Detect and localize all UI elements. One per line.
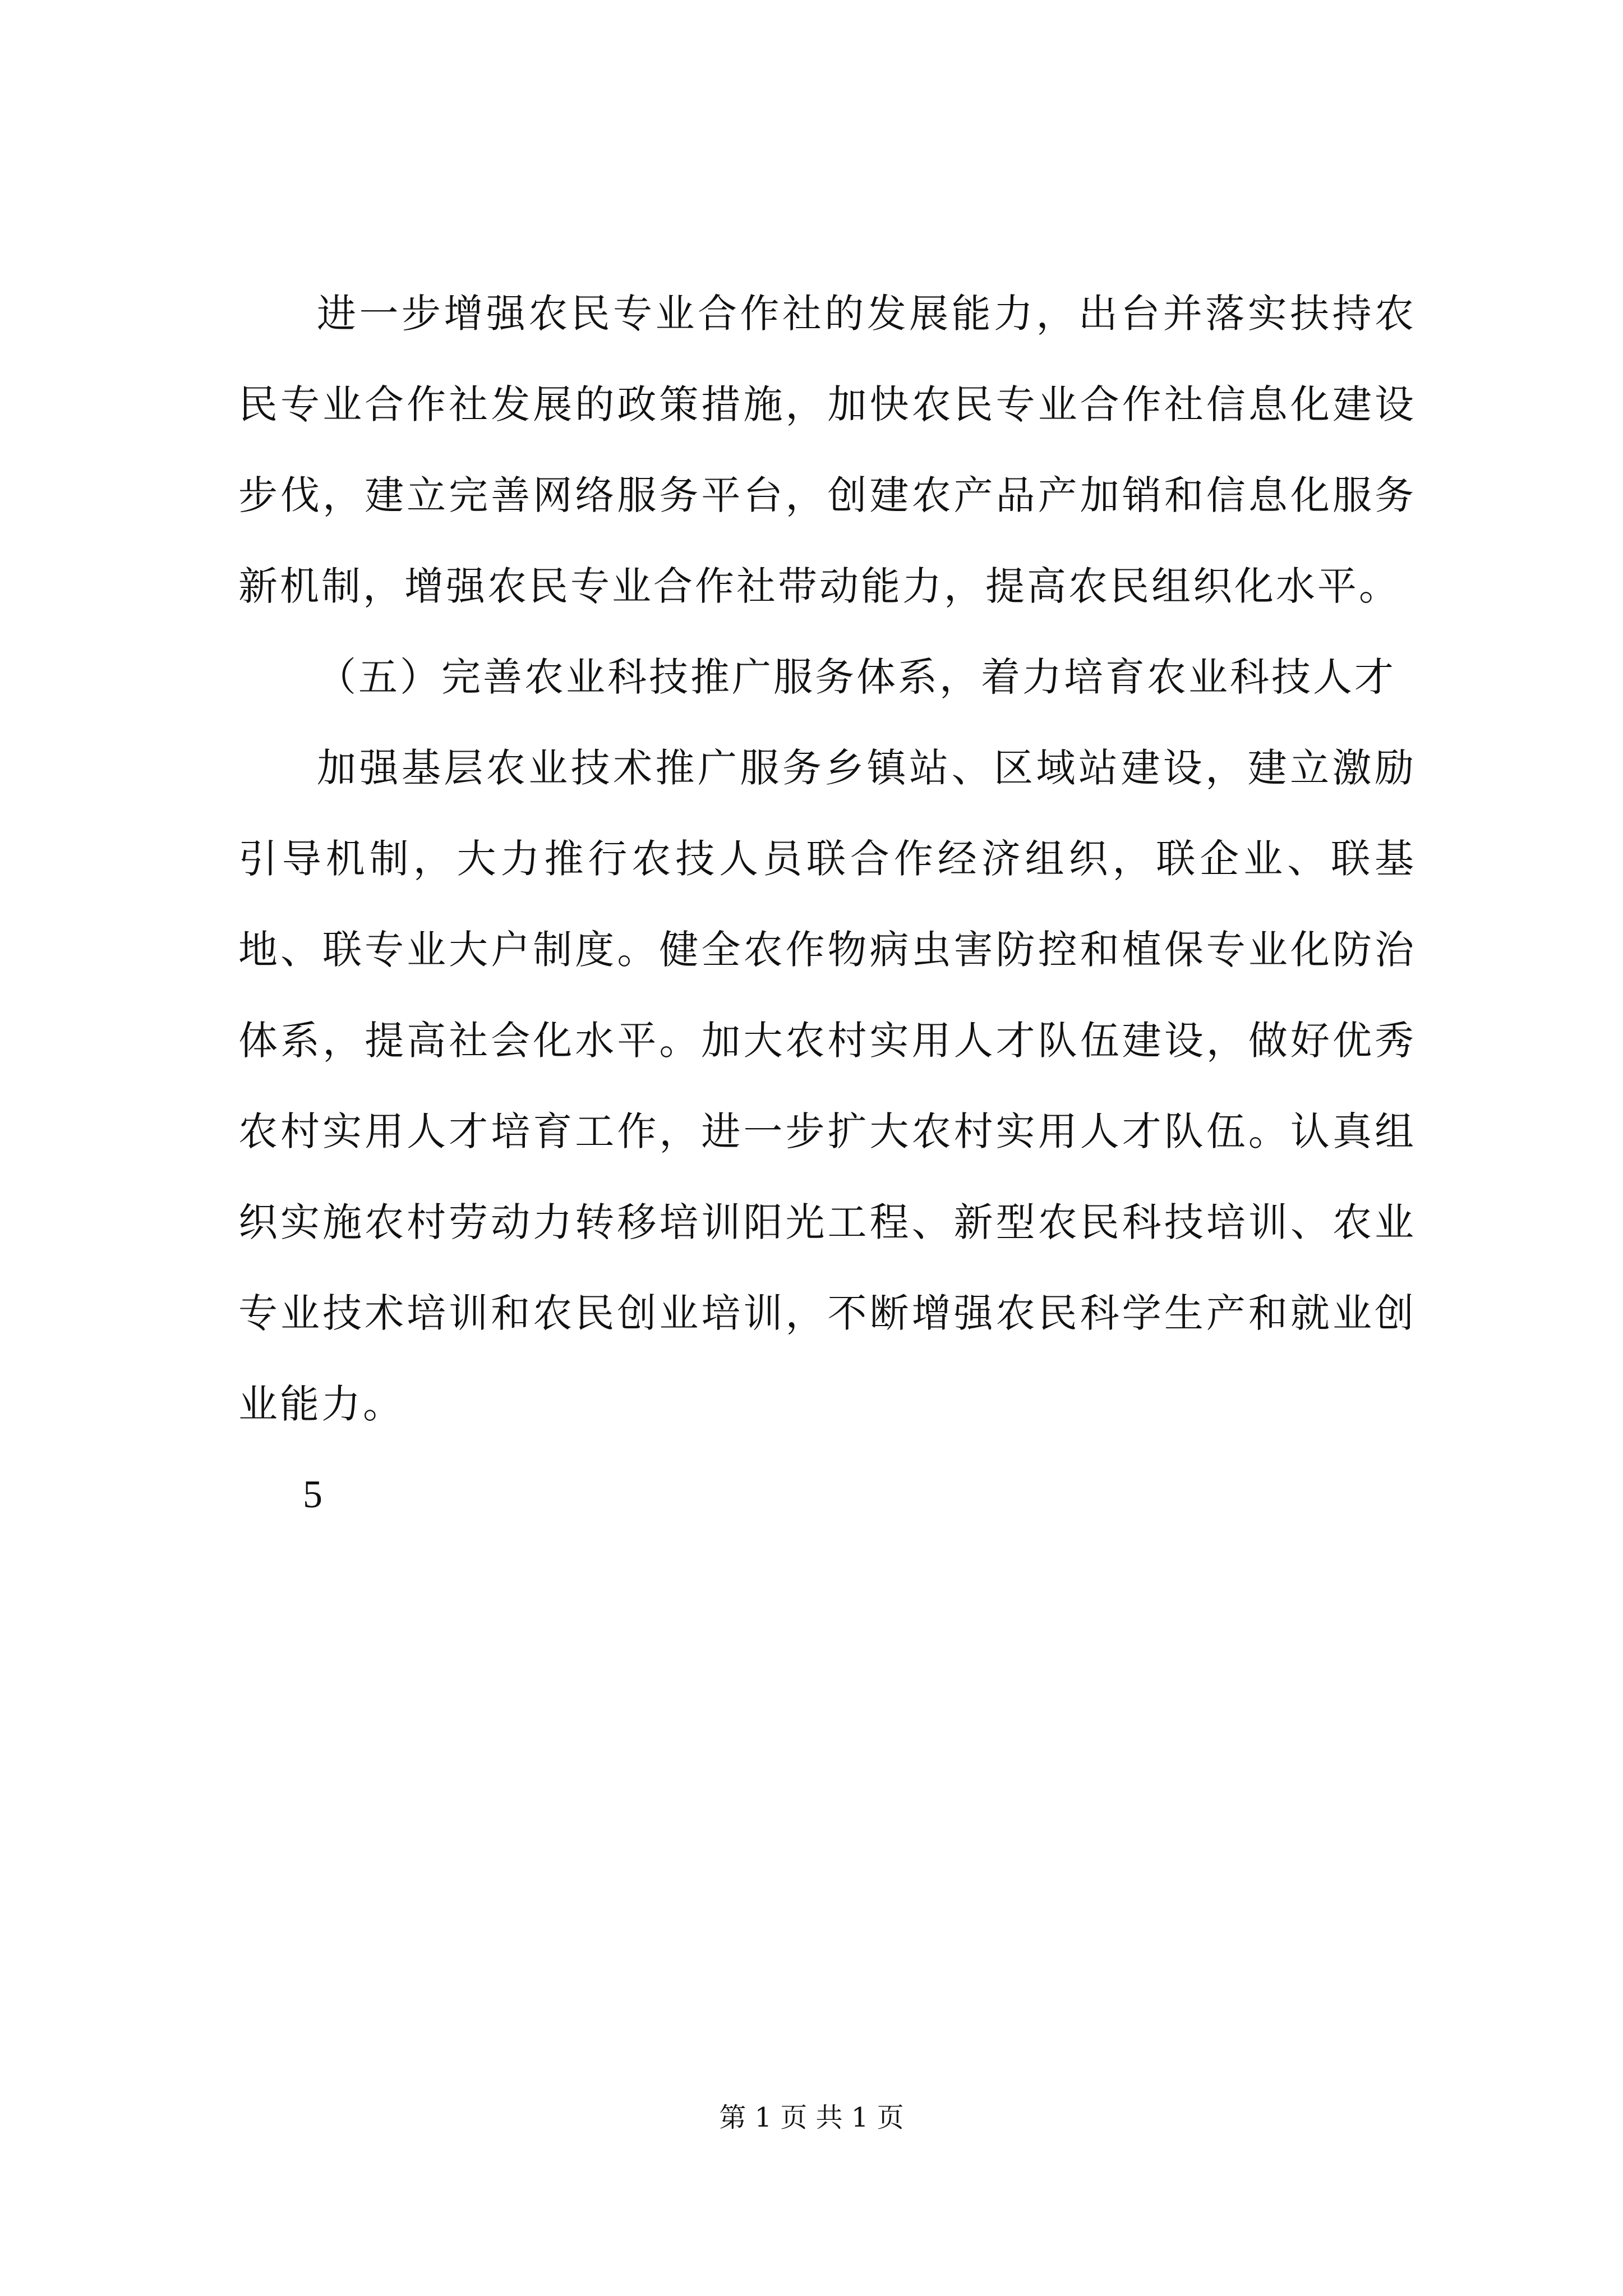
inline-page-number: 5 [303, 1473, 322, 1516]
page-footer: 第 1 页 共 1 页 [719, 2102, 904, 2133]
paragraph-cooperative-development: 进一步增强农民专业合作社的发展能力，出台并落实扶持农民专业合作社发展的政策措施，加快农民专业合作社信息化建设步伐，建立完善网络服务平台，创建农产品产加销和信息化服务新机制，增强农民专业合作社带动能力，提高农民组织化水平。 [238, 291, 1416, 609]
document-body [238, 268, 1416, 1540]
section-heading-five: （五）完善农业科技推广服务体系，着力培育农业科技人才 [317, 654, 1396, 700]
paragraph-agri-tech-extension: 加强基层农业技术推广服务乡镇站、区域站建设，建立激励引导机制，大力推行农技人员联合作经济组织，联企业、联基地、联专业大户制度。健全农作物病虫害防控和植保专业化防治体系，提高社会化水平。加大农村实用人才队伍建设，做好优秀农村实用人才培育工作，进一步扩大农村实用人才队伍。认真组织实施农村劳动力转移培训阳光工程、新型农民科技培训、农业专业技术培训和农民创业培训，不断增强农民科学生产和就业创业能力。 [238, 745, 1416, 1427]
